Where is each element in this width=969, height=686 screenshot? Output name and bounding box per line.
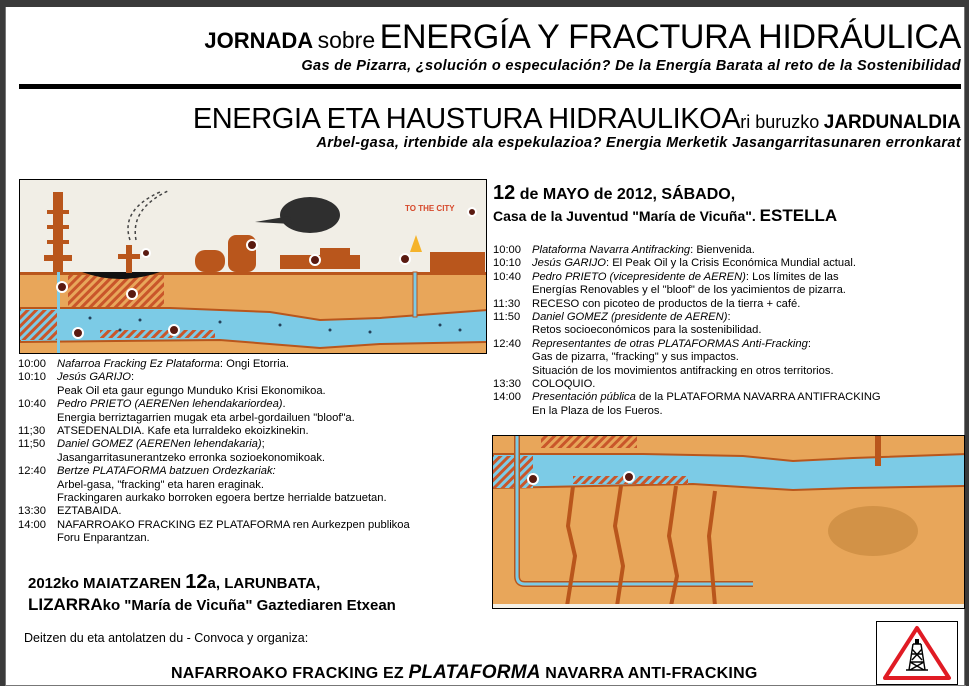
basque-schedule [18, 358, 488, 546]
schedule-row [493, 351, 963, 364]
schedule-row [18, 492, 488, 505]
schedule-row [18, 465, 488, 478]
schedule-text [532, 284, 963, 297]
title-main-es: ENERGÍA Y FRACTURA HIDRÁULICA [379, 18, 961, 56]
schedule-text [57, 479, 488, 492]
schedule-row [18, 412, 488, 425]
schedule-detail: Jasangarritasunerantzeko erronka sozioekonomikoak. [57, 451, 326, 464]
schedule-speaker: Presentación pública [532, 391, 636, 404]
schedule-time [18, 479, 57, 492]
title-main-eu: ENERGIA ETA HAUSTURA HIDRAULIKOA [192, 103, 741, 135]
schedule-time [493, 284, 532, 297]
schedule-text [532, 378, 963, 391]
schedule-speaker: Representantes de otras PLATAFORMAS Anti-Fracking [532, 337, 808, 350]
schedule-time: 10:10 [493, 257, 521, 270]
schedule-row [18, 519, 488, 532]
schedule-text [532, 271, 963, 284]
schedule-text [57, 438, 488, 451]
schedule-time: 11;50 [18, 438, 46, 451]
schedule-detail: Retos socioeconómicos para la sostenibilidad. [532, 324, 762, 337]
schedule-time: 10:00 [493, 244, 521, 256]
schedule-row [18, 385, 488, 398]
schedule-time: 10:40 [18, 398, 46, 411]
basque-title [20, 105, 961, 134]
schedule-text [57, 505, 488, 518]
schedule-text [57, 425, 488, 438]
poster [5, 7, 965, 686]
schedule-time: 10:00 [18, 358, 46, 370]
schedule-detail: Situación de los movimientos antifracking en otros territorios. [532, 364, 834, 377]
schedule-row [18, 438, 488, 451]
schedule-row [18, 479, 488, 492]
schedule-text [532, 324, 963, 337]
schedule-detail: : Ongi Etorria. [219, 358, 289, 370]
schedule-time: 13:30 [493, 378, 521, 391]
schedule-row [493, 311, 963, 324]
spanish-schedule [493, 244, 963, 418]
schedule-text [532, 391, 963, 404]
schedule-time [18, 452, 57, 465]
schedule-detail: : Bienvenida. [690, 244, 755, 256]
schedule-text [57, 412, 488, 425]
schedule-speaker: Nafarroa Fracking Ez Plataforma [57, 358, 220, 370]
schedule-time [493, 405, 532, 418]
schedule-time: 11;30 [18, 425, 46, 438]
convoca-label: Deitzen du eta antolatzen du - Convoca y organiza: [24, 631, 309, 645]
schedule-time: 14:00 [493, 391, 521, 404]
schedule-row [493, 257, 963, 270]
schedule-row [493, 365, 963, 378]
schedule-row [493, 338, 963, 351]
schedule-detail: NAFARROAKO FRACKING EZ PLATAFORMA ren Aurkezpen publikoa [57, 518, 410, 531]
title-sobre: sobre [317, 27, 376, 53]
basque-date-venue [28, 572, 396, 617]
schedule-row [493, 405, 963, 418]
schedule-detail: COLOQUIO. [532, 378, 596, 391]
schedule-time: 10:10 [18, 371, 46, 384]
schedule-detail: RECESO con picoteo de productos de la tierra + café. [532, 297, 801, 310]
schedule-detail: Energías Renovables y el "bloof" de los yacimientos de pizarra. [532, 284, 846, 297]
schedule-detail: ; [261, 438, 265, 451]
basque-date: 2012ko MAIATZAREN 12a, LARUNBATA, [28, 571, 321, 593]
schedule-row [493, 271, 963, 284]
schedule-speaker: Pedro PRIETO (AERENen lehendakariordea) [57, 398, 283, 411]
schedule-speaker: Pedro PRIETO (vicepresidente de AEREN) [532, 270, 746, 283]
schedule-detail: : Los límites de las [745, 270, 839, 283]
schedule-time: 12:40 [493, 337, 521, 350]
schedule-speaker: Plataforma Navarra Antifracking [532, 244, 691, 256]
spanish-date: 12 de MAYO de 2012, SÁBADO, [493, 182, 736, 204]
schedule-detail: : [807, 337, 811, 350]
schedule-detail: Frackingaren aurkako borroken egoera bertze herrialde batzuetan. [57, 492, 387, 505]
spanish-subtitle: Gas de Pizarra, ¿solución o especulación? De la Energía Barata al reto de la Sostenibilidad [301, 58, 961, 74]
schedule-text [532, 351, 963, 364]
schedule-time [18, 412, 57, 425]
schedule-row [18, 358, 488, 371]
schedule-speaker: Daniel GOMEZ (AERENen lehendakaria) [57, 438, 262, 451]
schedule-text [532, 298, 963, 311]
title-jardunaldia: JARDUNALDIA [823, 112, 961, 133]
schedule-row [18, 425, 488, 438]
schedule-detail: EZTABAIDA. [57, 505, 122, 518]
to-the-city-label: TO THE CITY [405, 204, 455, 213]
schedule-row [18, 505, 488, 518]
schedule-row [18, 371, 488, 384]
basque-subtitle: Arbel-gasa, irtenbide ala espekulazioa? Energia Merketik Jasangarritasunaren erronkarat [316, 135, 961, 151]
schedule-text [532, 365, 963, 378]
schedule-detail: En la Plaza de los Fueros. [532, 404, 663, 417]
schedule-row [493, 298, 963, 311]
schedule-speaker: Daniel GOMEZ (presidente de AEREN) [532, 311, 728, 324]
schedule-detail: Gas de pizarra, "fracking" y sus impactos. [532, 351, 739, 364]
anti-fracking-logo [876, 621, 958, 685]
schedule-detail: Arbel-gasa, "fracking" eta haren eraginak. [57, 478, 264, 491]
schedule-text [57, 532, 488, 545]
schedule-text [57, 398, 488, 411]
schedule-text [532, 311, 963, 324]
spanish-title [36, 20, 961, 54]
schedule-detail: Peak Oil eta gaur egungo Munduko Krisi Ekonomikoa. [57, 384, 326, 397]
oil-rig-warning-triangle-icon [877, 622, 957, 684]
schedule-text [532, 257, 963, 270]
title-buruzko: ri buruzko [740, 112, 820, 132]
schedule-row [493, 378, 963, 391]
schedule-speaker: Jesús GARIJO [532, 257, 606, 270]
schedule-time [493, 365, 532, 378]
schedule-detail: ATSEDENALDIA. Kafe eta lurraldeko ekoizkinekin. [57, 425, 309, 438]
schedule-row [18, 452, 488, 465]
schedule-time: 14:00 [18, 518, 46, 531]
schedule-row [493, 244, 963, 257]
spanish-venue: Casa de la Juventud "María de Vicuña". ESTELLA [493, 206, 838, 225]
schedule-time [18, 532, 57, 545]
schedule-time: 10:40 [493, 270, 521, 283]
schedule-speaker: Jesús GARIJO [57, 371, 131, 384]
schedule-text [57, 492, 488, 505]
schedule-detail: de la PLATAFORMA NAVARRA ANTIFRACKING [635, 391, 881, 404]
organizer-name: NAFARROAKO FRACKING EZ PLATAFORMA NAVARRA ANTI-FRACKING [171, 662, 758, 683]
schedule-detail: Energia berriztagarrien mugak eta arbel-gordailuen "bloof"a. [57, 411, 355, 424]
schedule-detail: . [282, 398, 286, 411]
schedule-detail: : El Peak Oil y la Crisis Económica Mundial actual. [605, 257, 856, 270]
fracking-illustration-bottom [492, 435, 965, 609]
schedule-text [57, 452, 488, 465]
schedule-text [532, 405, 963, 418]
schedule-time [18, 385, 57, 398]
schedule-row [493, 324, 963, 337]
schedule-text [57, 371, 488, 384]
title-divider [19, 84, 961, 89]
schedule-row [18, 532, 488, 545]
schedule-text [57, 385, 488, 398]
schedule-text [532, 338, 963, 351]
schedule-row [493, 391, 963, 404]
schedule-speaker: Bertze PLATAFORMA batzuen Ordezkariak: [57, 465, 276, 478]
schedule-text [57, 358, 488, 371]
basque-venue: LIZARRAko "María de Vicuña" Gaztediaren Etxean [28, 595, 396, 614]
schedule-time: 12:40 [18, 465, 46, 478]
title-jornada: JORNADA [204, 28, 314, 53]
schedule-time: 11:30 [493, 297, 521, 310]
fracking-underground-diagram-icon [493, 436, 965, 609]
schedule-text [57, 465, 488, 478]
schedule-row [18, 398, 488, 411]
schedule-time [493, 351, 532, 364]
fracking-illustration-top [19, 179, 487, 354]
schedule-time [493, 324, 532, 337]
schedule-time: 11:50 [493, 311, 521, 324]
schedule-row [493, 284, 963, 297]
schedule-time [18, 492, 57, 505]
spanish-date-venue [493, 183, 837, 227]
schedule-text [532, 244, 963, 257]
schedule-detail: : [130, 371, 135, 384]
schedule-detail: Foru Enparantzan. [57, 532, 150, 545]
schedule-detail: : [727, 311, 731, 324]
schedule-time: 13:30 [18, 505, 46, 518]
schedule-text [57, 519, 488, 532]
